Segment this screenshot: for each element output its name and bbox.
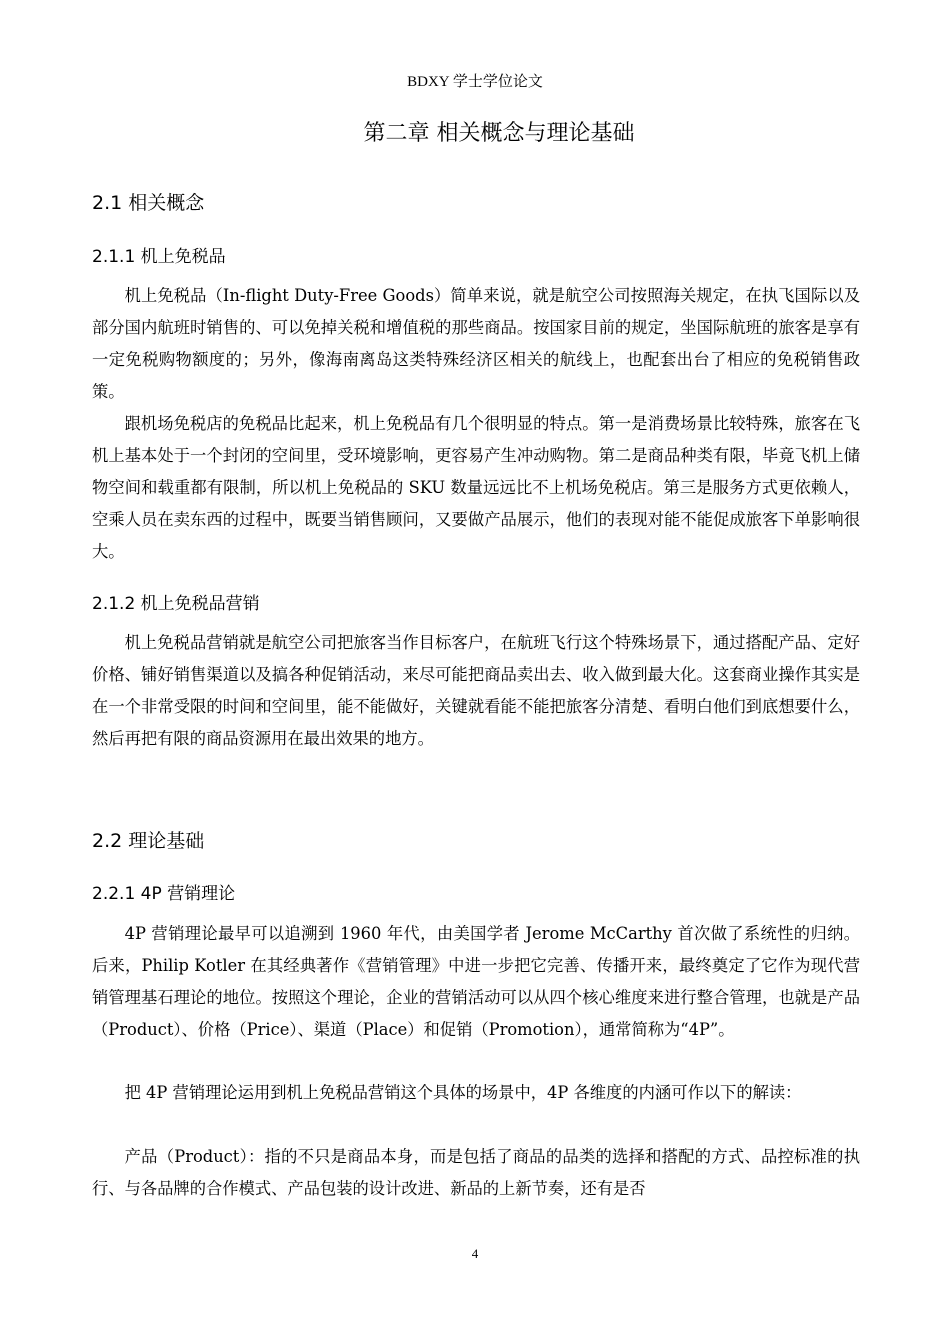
page-number: 4 bbox=[471, 1246, 479, 1261]
running-header: BDXY 学士学位论文 bbox=[407, 74, 543, 90]
chapter-title: 第二章 相关概念与理论基础 bbox=[363, 121, 635, 146]
paragraph-2-1-1-b: 跟机场免税店的免税品比起来，机上免税品有几个很明显的特点。第一是消费场景比较特殊，旅客在飞机上基本处于一个封闭的空间里，受环境影响，更容易产生冲动购物。第二是商品种类有限，毕竟飞机上储物空间和载重都有限制，所以机上免税品的 SKU 数量远远比不上机场免税店。第三是服务方式更依赖人，空乘人员在卖东西的过程中，既要当销售顾问，又要做产品展示，他们的表现对能不能促成旅客下单影响很大。 bbox=[92, 414, 860, 561]
paragraph-2-2-1-a: 4P 营销理论最早可以追溯到 1960 年代，由美国学者 Jerome McCarthy 首次做了系统性的归纳。后来，Philip Kotler 在其经典著作《营销管理》中进一步把它完善、传播开来，最终奠定了它作为现代营销管理基石理论的地位。按照这个理论，企业的营销活动可以从四个核心维度来进行整合管理，也就是产品（Product）、价格（Price）、渠道（Place）和促销（Promotion），通常简称为“4P”。 bbox=[92, 924, 860, 1039]
paragraph-2-1-2-a: 机上免税品营销就是航空公司把旅客当作目标客户，在航班飞行这个特殊场景下，通过搭配产品、定好价格、铺好销售渠道以及搞各种促销活动，来尽可能把商品卖出去、收入做到最大化。这套商业操作其实是在一个非常受限的时间和空间里，能不能做好，关键就看能不能把旅客分清楚、看明白他们到底想要什么，然后再把有限的商品资源用在最出效果的地方。 bbox=[92, 633, 860, 748]
paragraph-2-1-1-a: 机上免税品（In-flight Duty-Free Goods）简单来说，就是航空公司按照海关规定，在执飞国际以及部分国内航班时销售的、可以免掉关税和增值税的那些商品。按国家目前的规定，坐国际航班的旅客是享有一定免税购物额度的；另外，像海南离岛这类特殊经济区相关的航线上，也配套出台了相应的免税销售政策。 bbox=[92, 286, 860, 401]
subsection-heading-2-2-1: 2.2.1 4P 营销理论 bbox=[92, 884, 236, 904]
section-heading-2-1: 2.1 相关概念 bbox=[92, 192, 205, 214]
section-heading-2-2: 2.2 理论基础 bbox=[92, 830, 205, 852]
paragraph-2-2-1-c: 产品（Product）：指的不只是商品本身，而是包括了商品的品类的选择和搭配的方式、品控标准的执行、与各品牌的合作模式、产品包装的设计改进、新品的上新节奏，还有是否 bbox=[92, 1147, 860, 1198]
subsection-heading-2-1-1: 2.1.1 机上免税品 bbox=[92, 247, 226, 267]
subsection-heading-2-1-2: 2.1.2 机上免税品营销 bbox=[92, 594, 260, 614]
paragraph-2-2-1-b: 把 4P 营销理论运用到机上免税品营销这个具体的场景中，4P 各维度的内涵可作以下的解读： bbox=[124, 1083, 802, 1102]
